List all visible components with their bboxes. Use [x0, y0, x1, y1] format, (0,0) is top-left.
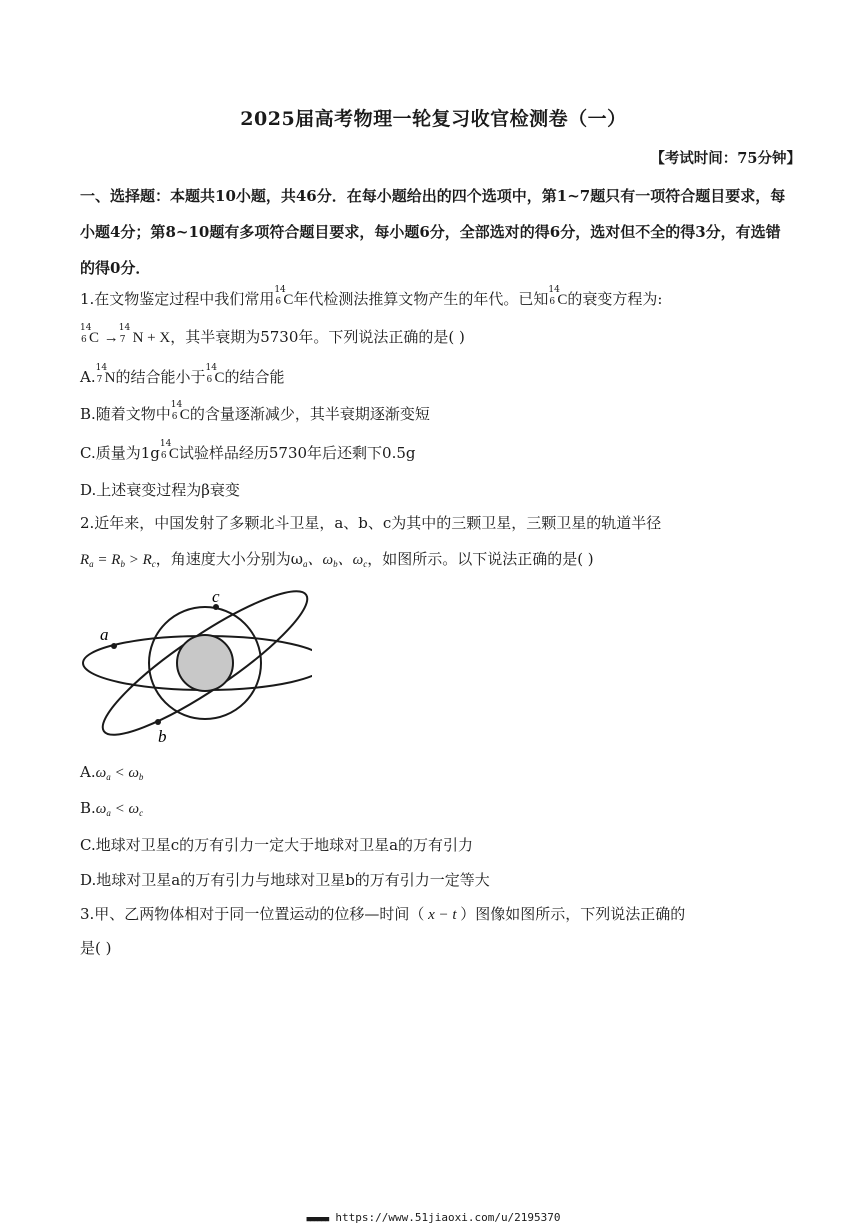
footer-link[interactable]: ■■■■■■ https://www.51jiaoxi.com/u/2195370	[306, 1211, 561, 1224]
q1-stem-line1: 1.在文物鉴定过程中我们常用 14 6 C年代检测法推算文物产生的年代。已知 14 6 C的衰变方程为:	[80, 285, 663, 308]
q1-option-b: B.随着文物中 14 6 C的含量逐渐减少，其半衰期逐渐变短	[80, 400, 430, 423]
q1-option-d: D.上述衰变过程为β衰变	[80, 481, 240, 499]
label-a: a	[100, 625, 109, 644]
page-title: 2025届高考物理一轮复习收官检测卷（一）	[240, 108, 627, 130]
q3-stem-line1: 3.甲、乙两物体相对于同一位置运动的位移—时间（ x − t ）图像如图所示，下列说法正确的	[80, 905, 686, 923]
q2-option-c: C.地球对卫星c的万有引力一定大于地球对卫星a的万有引力	[80, 836, 474, 854]
q1-option-a: A. 14 7 N的结合能小于 14 6 C的结合能	[80, 363, 285, 386]
q2-option-a: $A.\omega_a < \omega_b$	[80, 763, 144, 782]
q2-option-b: $B.\omega_a < \omega_c$	[80, 799, 144, 818]
section-header: 一、选择题：本题共10小题，共46分．在每小题给出的四个选项中，第1~7题只有一项符合题目要求，每小题4分；第8~10题有多项符合题目要求，每小题6分，全部选对的得6分，选对但不全的得3分，有选错的得0分．	[80, 187, 786, 277]
orbit-figure	[80, 585, 312, 745]
q2-stem-line1: 2.近年来，中国发射了多颗北斗卫星，a、b、c为其中的三颗卫星，三颗卫星的轨道半径	[80, 514, 662, 532]
earth-disk	[177, 635, 233, 691]
q3-stem-line2: 是( )	[80, 939, 112, 957]
nuclide-index: 14 6	[274, 285, 286, 307]
label-c: c	[212, 587, 220, 606]
orbit-diagram	[80, 585, 312, 745]
q1-stem-line2: 14 6 C → 14 7 N + X，其半衰期为5730年。下列说法正确的是( )	[80, 323, 465, 346]
q2-stem-line2: $R_a = R_b > R_c$，角速度大小分别为$\omega_a$、$\omega_b$、$\omega_c$，如图所示。以下说法正确的是( )	[80, 550, 594, 569]
satellite-a-dot	[111, 643, 117, 649]
q2-option-d: D.地球对卫星a的万有引力与地球对卫星b的万有引力一定等大	[80, 871, 490, 889]
q1-option-c: C.质量为1g 14 6 C试验样品经历5730年后还剩下0.5g	[80, 439, 416, 462]
label-b: b	[158, 727, 167, 745]
radius-relation: $R_a = R_b > R_c$	[80, 552, 156, 569]
satellite-b-dot	[155, 719, 161, 725]
arrow-symbol: →	[103, 330, 119, 346]
exam-time: 【考试时间：75分钟】	[650, 150, 801, 167]
